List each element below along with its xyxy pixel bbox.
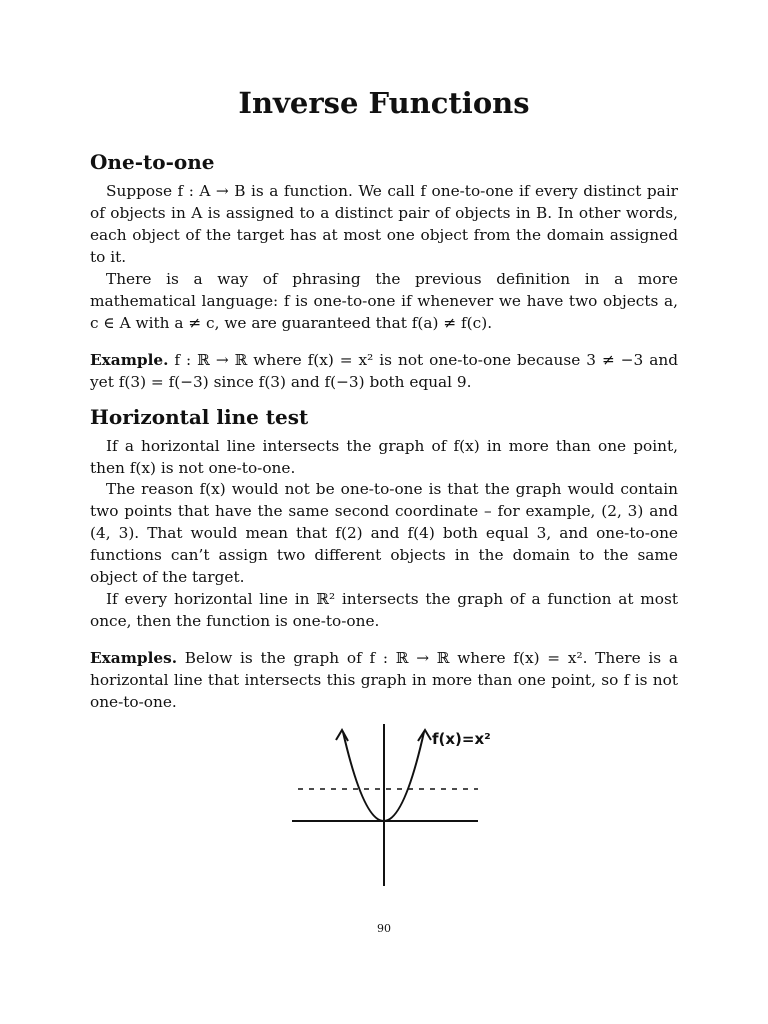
paragraph-examples — [90, 647, 678, 713]
paragraph-test-reason: The reason f(x) would not be one-to-one is that the graph would contain two points that have the same second coordinate – for example, (2, 3) and (4, 3). That would mean that f(2) and f(4) both equal 3, and one-to-one functions can’t assign two different objects in the domain to the same object of the target. — [90, 480, 678, 586]
examples-text: Below is the graph of f : ℝ → ℝ where f(x) = x². There is a horizontal line that intersects this graph in more than one point, so f is not one-to-one. — [90, 649, 678, 711]
section-heading-horizontal-line-test: Horizontal line test — [90, 405, 309, 429]
left-arrowhead-icon — [336, 730, 348, 741]
right-arrowhead-icon — [418, 730, 431, 741]
examples-label: Examples. — [90, 649, 178, 667]
example-text: f : ℝ → ℝ where f(x) = x² is not one-to-one because 3 ≠ −3 and yet f(3) = f(−3) since f(3) and f(−3) both equal 9. — [90, 351, 678, 391]
parabola-sketch — [288, 718, 508, 893]
paragraph-test-converse: If every horizontal line in ℝ² intersects the graph of a function at most once, then the function is one-to-one. — [90, 590, 678, 630]
paragraph-definition: Suppose f : A → B is a function. We call f one-to-one if every distinct pair of objects in A is assigned to a distinct pair of objects in B. In other words, each object of the target has at most one object from the domain assigned to it. — [90, 182, 678, 266]
example-label: Example. — [90, 351, 169, 369]
page-title: Inverse Functions — [238, 86, 530, 120]
section-heading-one-to-one: One-to-one — [90, 150, 215, 174]
parabola-figure — [288, 718, 508, 893]
paragraph-test-statement: If a horizontal line intersects the graph of f(x) in more than one point, then f(x) is not one-to-one. — [90, 437, 678, 477]
paragraph-formal-definition: There is a way of phrasing the previous definition in a more mathematical language: f is one-to-one if whenever we have two objects a, c ∈ A with a ≠ c, we are guaranteed that f(a) ≠ f(c). — [90, 270, 678, 332]
curve-label: f(x)=x² — [432, 730, 491, 748]
page-number: 90 — [377, 922, 391, 935]
paragraph-example — [90, 349, 678, 393]
